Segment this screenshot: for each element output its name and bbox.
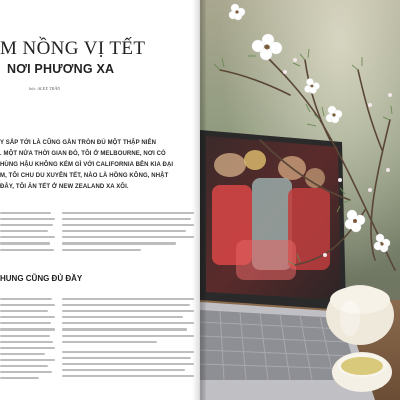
body-text-column — [0, 212, 55, 255]
article-photo — [200, 0, 400, 400]
lead-line: Y SẮP TỚI LÀ CŨNG GẦN TRÒN ĐÚ MỘT THẬP NIÊN — [0, 140, 157, 146]
byline: bài: ALEX TRẦN — [29, 86, 61, 91]
lead-paragraph — [0, 138, 186, 193]
body-text-column — [62, 298, 194, 381]
lead-line: M, TÔI CHU DU XUYÊN TẾT, NÀO LÀ HỒNG KÔNG, NHẬT — [0, 173, 169, 179]
title-line-2: NƠI PHƯƠNG XA — [7, 62, 115, 76]
body-text-column — [62, 212, 194, 255]
body-text-column — [0, 298, 55, 383]
article-title — [0, 38, 145, 78]
title-line-1: M NỒNG VỊ TẾT — [0, 38, 146, 59]
vase — [326, 285, 394, 345]
section-subheading: HUNG CŨNG ĐỦ ĐẦY — [0, 274, 83, 283]
photo-illustration — [200, 0, 400, 400]
laptop-screen — [200, 130, 346, 310]
lead-line: ĐÂY, TÔI ĂN TẾT Ở NEW ZEALAND XA XÔI. — [0, 184, 129, 190]
lead-line: HÙNG HẬU KHÔNG KÉM GÌ VỚI CALIFORNIA BÊN KIA ĐẠI — [0, 162, 174, 168]
tea-cup — [332, 352, 392, 392]
page-gutter-shadow — [192, 0, 206, 400]
lead-line: . MỘT NỬA THỜI GIAN ĐÓ, TÔI Ở MELBOURNE, NƠI CÓ — [0, 151, 166, 157]
